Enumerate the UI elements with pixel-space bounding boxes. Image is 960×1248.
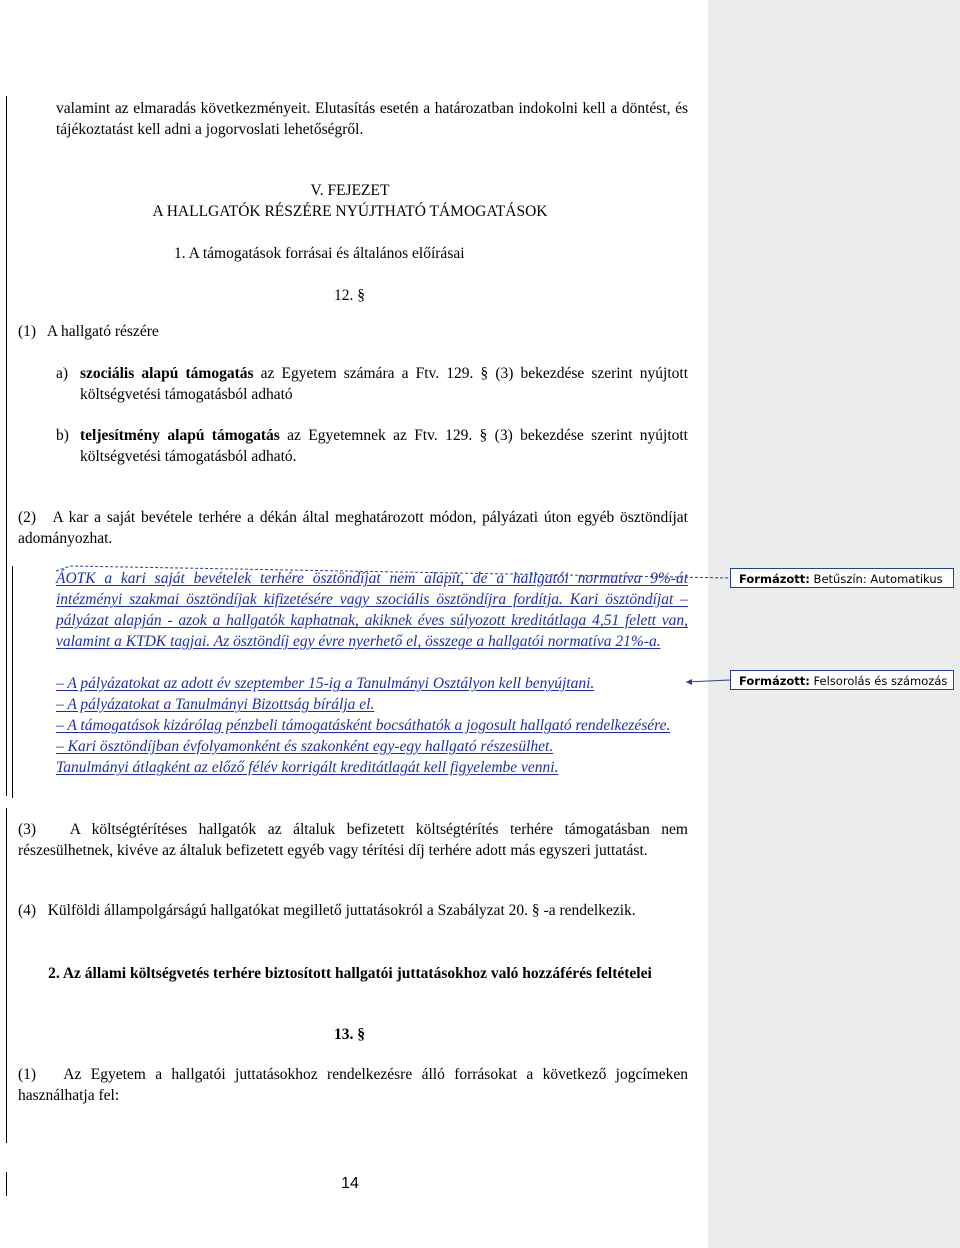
comment-text: Betűszín: Automatikus (809, 572, 943, 586)
comment-margin-panel (708, 0, 960, 1248)
chapter-title: A HALLGATÓK RÉSZÉRE NYÚJTHATÓ TÁMOGATÁSOK (152, 203, 548, 220)
list-item-a (56, 363, 688, 405)
paragraph-13-heading: 13. § (334, 1026, 365, 1043)
item-a-bold: szociális alapú támogatás (80, 365, 254, 382)
comment-balloon[interactable] (730, 670, 954, 690)
item-b-bold: teljesítmény alapú támogatás (80, 427, 280, 444)
inserted-bullet: – Kari ösztöndíjban évfolyamonként és szakonként egy-egy hallgató részesülhet. (56, 738, 554, 755)
comment-label: Formázott: (739, 572, 810, 586)
inserted-bullet: – A pályázatokat az adott év szeptember 15-ig a Tanulmányi Osztályon kell benyújtani. (56, 675, 595, 692)
inserted-text-block: ÁOTK a kari saját bevételek terhére ösztöndíjat nem alapít, de a hallgatói normatíva 9%-át intézményi szakmai ösztöndíjak kifizetésére vagy szociális ösztöndíjra fordítja. Kari ösztöndíjat – pályázat alapján - azok a hallgatók kaphatnak, akiknek éves súlyozott kreditátlaga 4,51 felett van, valamint a KTDK tagjai. Az ösztöndíj egy évre nyerhető el, összege a hallgatói normatíva 21%-a. (56, 570, 688, 650)
item-a-text (80, 363, 688, 405)
chapter-number: V. FEJEZET (310, 182, 390, 199)
item-a-label: a) (56, 365, 69, 382)
change-bar (6, 808, 7, 1143)
inserted-bullet: – A támogatások kizárólag pénzbeli támogatásként bocsáthatók a jogosult hallgató rendelkezésére. (56, 717, 671, 734)
intro-paragraph: valamint az elmaradás következményeit. Elutasítás esetén a határozatban indokolni kell a döntést, és tájékoztatást kell adni a jogorvoslati lehetőségről. (56, 100, 688, 138)
paragraph-1-lead-text: (1) A hallgató részére (18, 323, 159, 340)
paragraph-13-1: (1) Az Egyetem a hallgatói juttatásokhoz rendelkezésre álló forrásokat a következő jogcímeken használhatja fel: (18, 1066, 692, 1104)
item-b-rest: az Egyetemnek az Ftv. 129. § (3) bekezdése szerint nyújtott költségvetési támogatásból adható. (80, 427, 688, 465)
section-1-title: 1. A támogatások forrásai és általános előírásai (174, 245, 465, 262)
comment-balloon[interactable] (730, 568, 954, 588)
item-a-rest: az Egyetem számára a Ftv. 129. § (3) bekezdése szerint nyújtott költségvetési támogatásból adható (80, 365, 689, 403)
comment-text: Felsorolás és számozás (809, 674, 948, 688)
paragraph-1-lead (18, 321, 318, 342)
paragraph-3: (3) A költségtérítéses hallgatók az általuk befizetett költségtérítés terhére támogatásban nem részesülhetnek, kivéve az általuk befizetett egyéb vagy térítési díj terhére adott más egyszeri juttatást. (18, 821, 692, 859)
paragraph-2: (2) A kar a saját bevétele terhére a dékán által meghatározott módon, pályázati úton egyéb ösztöndíjat adományozhat. (18, 509, 692, 547)
page-number: 14 (341, 1175, 359, 1192)
inserted-bullet-list (56, 673, 688, 778)
inserted-last-line: Tanulmányi átlagként az előző félév korrigált kreditátlagát kell figyelembe venni. (56, 759, 559, 776)
section-2-title: 2. Az állami költségvetés terhére biztosított hallgatói juttatásokhoz való hozzáférés feltételei (48, 965, 652, 982)
paragraph-12-heading: 12. § (334, 287, 365, 304)
list-item-b (56, 425, 688, 467)
item-b-text (80, 425, 688, 467)
paragraph-4: (4) Külföldi állampolgárságú hallgatókat megillető juttatásokról a Szabályzat 20. § -a rendelkezik. (18, 902, 636, 919)
comment-label: Formázott: (739, 674, 810, 688)
inserted-bullet: – A pályázatokat a Tanulmányi Bizottság bírálja el. (56, 696, 375, 713)
item-b-label: b) (56, 427, 69, 444)
change-bar (12, 566, 13, 798)
